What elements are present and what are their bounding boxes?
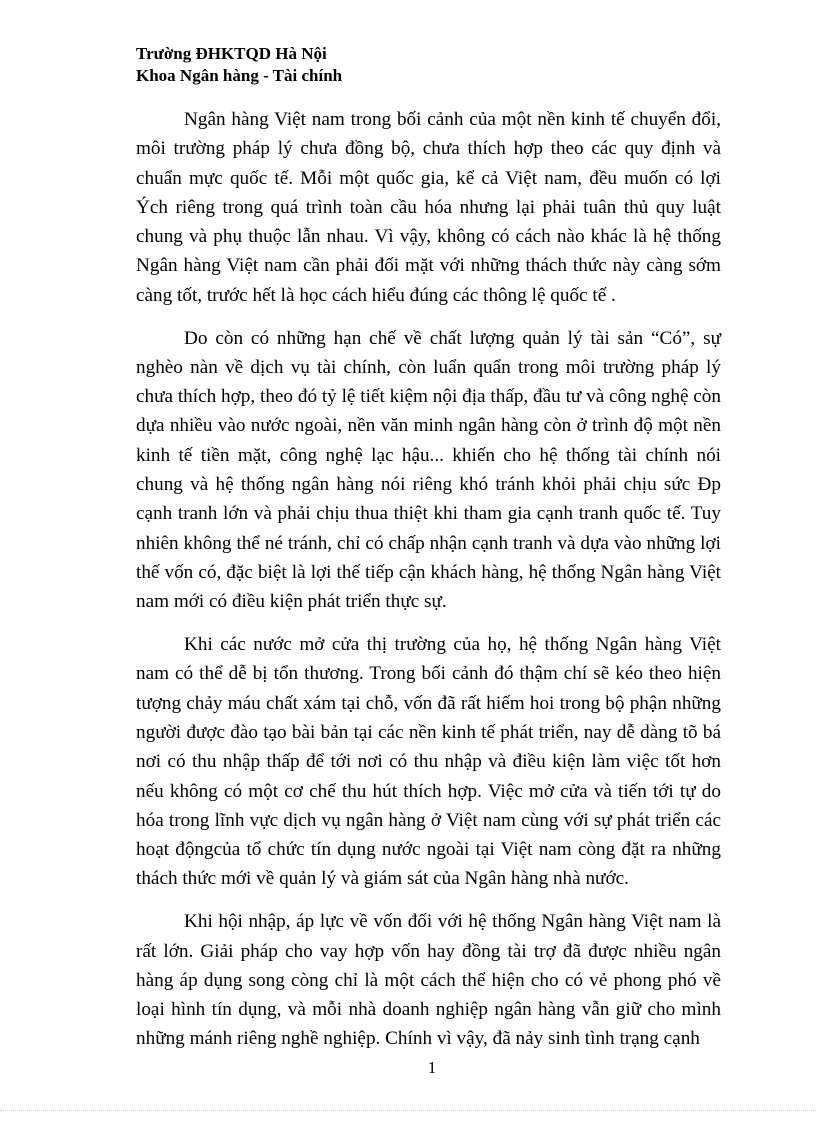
header-university: Trường ĐHKTQD Hà Nội — [136, 44, 327, 63]
paragraph-2: Do còn có những hạn chế về chất lượng quản lý tài sản “Có”, sự nghèo nàn về dịch vụ tài chính, còn luẩn quẩn trong môi trường pháp lý chưa thích hợp, theo đó tỷ lệ tiết kiệm nội địa thấp, đầu tư và công nghệ còn dựa nhiều vào nước ngoài, nền văn minh ngân hàng còn ở trình độ một nền kinh tế tiền mặt, công nghệ lạc hậu... khiến cho hệ thống tài chính nói chung và hệ thống ngân hàng nói riêng khó tránh khỏi phải chịu sức Ðp cạnh tranh lớn và phải chịu thua thiệt khi tham gia cạnh tranh quốc tế. Tuy nhiên không thể né tránh, chỉ có chấp nhận cạnh tranh và dựa vào những lợi thế vốn có, đặc biệt là lợi thế tiếp cận khách hàng, hệ thống Ngân hàng Việt nam mới có điều kiện phát triển thực sự. — [136, 327, 721, 613]
body-text — [136, 105, 721, 1067]
paragraph-1: Ngân hàng Việt nam trong bối cảnh của một nền kinh tế chuyển đổi, môi trường pháp lý chưa đồng bộ, chưa thích hợp theo các quy định và chuẩn mực quốc tế. Mỗi một quốc gia, kể cả Việt nam, đều muốn có lợi Ých riêng trong quá trình toàn cầu hóa nhưng lại phải tuân thủ quy luật chung và phụ thuộc lẫn nhau. Vì vậy, không có cách nào khác là hệ thống Ngân hàng Việt nam cần phải đối mặt với những thách thức này càng sớm càng tốt, trước hết là học cách hiểu đúng các thông lệ quốc tế . — [136, 109, 721, 306]
header-faculty: Khoa Ngân hàng - Tài chính — [136, 66, 343, 85]
page-bottom-divider — [0, 1110, 816, 1111]
page-number: 1 — [427, 1058, 437, 1077]
page-header — [136, 43, 342, 87]
paragraph-3: Khi các nước mở cửa thị trường của họ, hệ thống Ngân hàng Việt nam có thể dễ bị tổn thương. Trong bối cảnh đó thậm chí sẽ kéo theo hiện tượng chảy máu chất xám tại chỗ, vốn đã rất hiếm hoi trong bộ phận những người được đào tạo bài bản tại các nền kinh tế phát triển, nay dễ dàng tõ bá nơi có thu nhập thấp để tới nơi có thu nhập và điều kiện làm việc tốt hơn nếu không có một cơ chế thu hút thích hợp. Việc mở cửa và tiến tới tự do hóa trong lĩnh vực dịch vụ ngân hàng ở Việt nam cùng với sự phát triển các hoạt độngcủa tổ chức tín dụng nước ngoài tại Việt nam còng đặt ra những thách thức mới về quản lý và giám sát của Ngân hàng nhà nước. — [136, 634, 721, 890]
paragraph-4: Khi hội nhập, áp lực về vốn đối với hệ thống Ngân hàng Việt nam là rất lớn. Giải pháp cho vay hợp vốn hay đồng tài trợ đã được nhiều ngân hàng áp dụng song còng chỉ là một cách thể hiện cho có vẻ phong phó về loại hình tín dụng, và mỗi nhà doanh nghiệp ngân hàng vẫn giữ cho mình những mánh riêng nghề nghiệp. Chính vì vậy, đã nảy sinh tình trạng cạnh — [136, 911, 721, 1050]
